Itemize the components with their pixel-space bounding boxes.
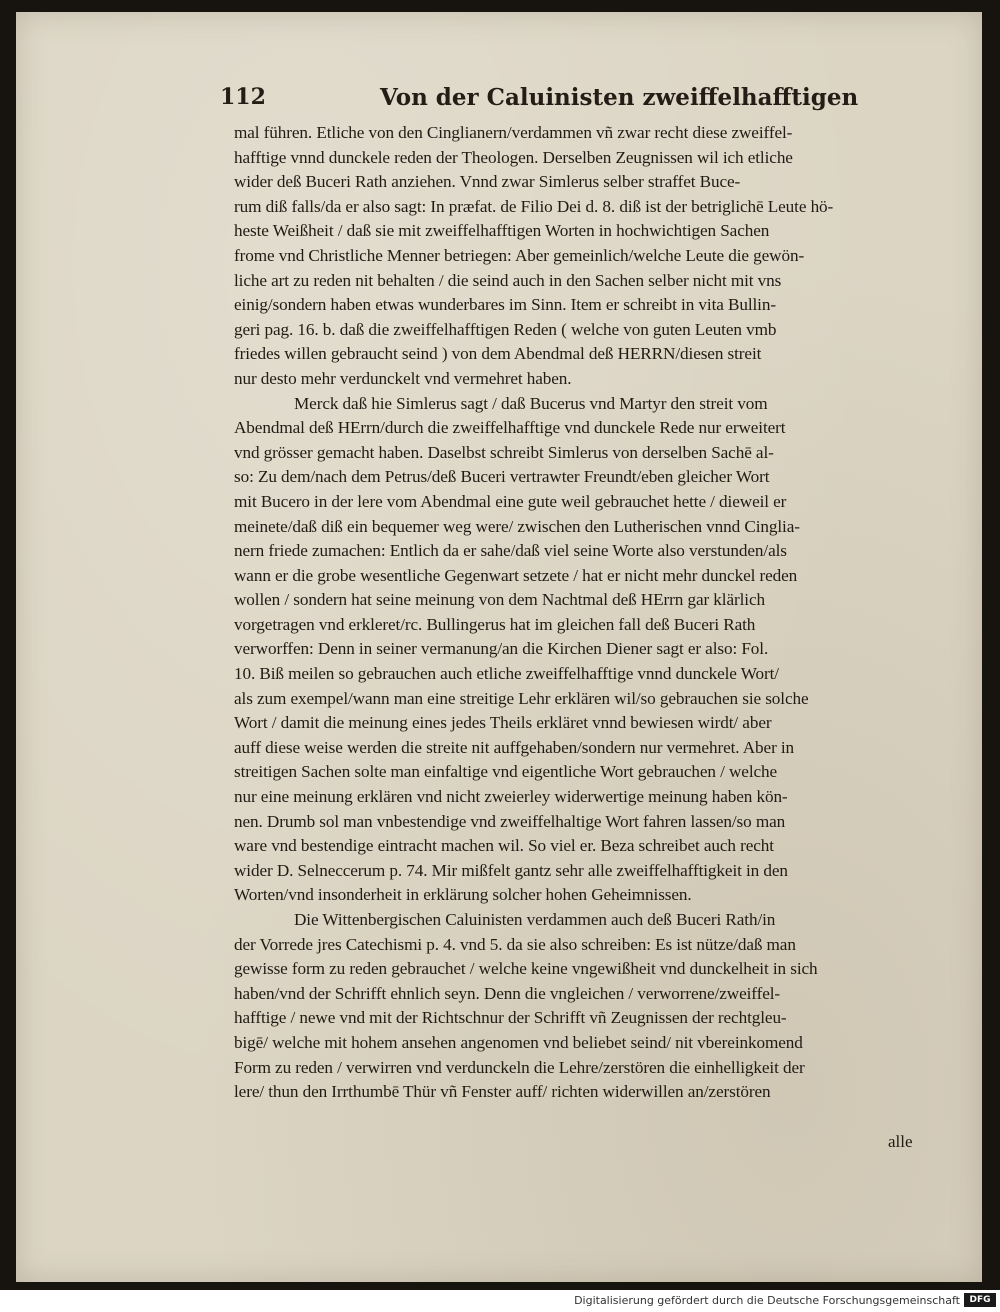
text-line: mit Bucero in der lere vom Abendmal eine gute weil gebrauchet hette / dieweil er bbox=[234, 491, 787, 511]
text-line: mal führen. Etliche von den Cinglianern/verdammen vñ zwar recht diese zweiffel- bbox=[234, 123, 793, 142]
text-line: heste Weißheit / daß sie mit zweiffelhafftigen Worten in hochwichtigen Sachen bbox=[234, 221, 770, 241]
text-line: nen. Drumb sol man vnbestendige vnd zweiffelhaltige Wort fahren lassen/so man bbox=[234, 811, 786, 831]
text-line: 10. Biß meilen so gebrauchen auch etliche zweiffelhafftige vnnd dunckele Wort/ bbox=[234, 664, 779, 684]
running-title: Von der Caluinisten zweiffelhafftigen bbox=[380, 84, 859, 111]
text-line: wider D. Selneccerum p. 74. Mir mißfelt gantz sehr alle zweiffelhafftigkeit in den bbox=[234, 860, 788, 880]
text-line: der Vorrede jres Catechismi p. 4. vnd 5. da sie also schreiben: Es ist nütze/daß man bbox=[234, 934, 796, 954]
catchword: alle bbox=[888, 1132, 913, 1151]
text-line: bigē/ welche mit hohem ansehen angenomen vnd beliebet seind/ nit vbereinkomend bbox=[234, 1032, 803, 1052]
text-line: nur desto mehr verdunckelt vnd vermehret haben. bbox=[234, 368, 572, 388]
funding-credit: Digitalisierung gefördert durch die Deutsche Forschungsgemeinschaft bbox=[574, 1294, 960, 1307]
text-line: Die Wittenbergischen Caluinisten verdammen auch deß Buceri Rath/in bbox=[294, 910, 776, 929]
text-line: wider deß Buceri Rath anziehen. Vnnd zwar Simlerus selber straffet Buce- bbox=[234, 172, 741, 192]
text-line: als zum exempel/wann man eine streitige Lehr erklären wil/so gebrauchen sie solche bbox=[234, 688, 809, 708]
text-line: auff diese weise werden die streite nit auffgehaben/sondern nur vermehret. Aber in bbox=[234, 737, 795, 757]
text-line: liche art zu reden nit behalten / die seind auch in den Sachen selber nicht mit vns bbox=[234, 270, 782, 290]
text-line: nern friede zumachen: Entlich da er sahe/daß viel seine Worte also verstunden/als bbox=[234, 541, 787, 561]
page-number: 112 bbox=[220, 84, 266, 110]
text-line: hafftige / newe vnd mit der Richtschnur der Schrifft vñ Zeugnissen der rechtgleu- bbox=[234, 1008, 787, 1028]
text-line: Form zu reden / verwirren vnd verdunckeln die Lehre/zerstören die einhelligkeit der bbox=[234, 1057, 805, 1077]
text-line: einig/sondern haben etwas wunderbares im Sinn. Item er schreibt in vita Bullin- bbox=[234, 295, 776, 315]
page-header bbox=[220, 84, 859, 118]
text-line: vorgetragen vnd erkleret/rc. Bullingerus hat im gleichen fall deß Buceri Rath bbox=[234, 614, 756, 634]
text-line: rum diß falls/da er also sagt: In præfat. de Filio Dei d. 8. diß ist der betriglichē Leute hö- bbox=[234, 196, 834, 216]
text-line: haben/vnd der Schrifft ehnlich seyn. Denn die vngleichen / verworrene/zweiffel- bbox=[234, 983, 781, 1003]
text-line: wollen / sondern hat seine meinung von dem Nachtmal deß HErrn gar klärlich bbox=[234, 590, 765, 610]
text-line: geri pag. 16. b. daß die zweiffelhafftigen Reden ( welche von guten Leuten vmb bbox=[234, 319, 777, 339]
text-line: Abendmal deß HErrn/durch die zweiffelhafftige vnd dunckele Rede nur erweitert bbox=[234, 418, 786, 438]
text-line: friedes willen gebraucht seind ) von dem Abendmal deß HERRN/diesen streit bbox=[234, 344, 762, 364]
text-line: nur eine meinung erklären vnd nicht zweierley widerwertige meinung haben kön- bbox=[234, 787, 788, 807]
text-line: Wort / damit die meinung eines jedes Theils erkläret vnnd bewiesen wirdt/ aber bbox=[234, 713, 772, 733]
text-line: meinete/daß diß ein bequemer weg were/ zwischen den Lutherischen vnnd Cinglia- bbox=[234, 516, 800, 536]
text-line: gewisse form zu reden gebrauchet / welche keine vngewißheit vnd dunckelheit in sich bbox=[234, 959, 818, 979]
text-line: Merck daß hie Simlerus sagt / daß Bucerus vnd Martyr den streit vom bbox=[294, 393, 768, 413]
text-line: frome vnd Christliche Menner betriegen: Aber gemeinlich/welche Leute die gewön- bbox=[234, 245, 805, 265]
digitization-footer bbox=[0, 1290, 1000, 1312]
text-line: verworffen: Denn in seiner vermanung/an die Kirchen Diener sagt er also: Fol. bbox=[234, 639, 769, 659]
text-line: hafftige vnnd dunckele reden der Theologen. Derselben Zeugnissen wil ich etliche bbox=[234, 147, 793, 167]
body-text bbox=[234, 121, 940, 1105]
text-line: streitigen Sachen solte man einfaltige vnd eigentliche Wort gebrauchen / welche bbox=[234, 762, 778, 782]
dfg-logo-icon: DFG bbox=[964, 1293, 996, 1307]
text-line: so: Zu dem/nach dem Petrus/deß Buceri vertrawter Freundt/eben gleicher Wort bbox=[234, 467, 770, 487]
text-line: lere/ thun den Irrthumbē Thür vñ Fenster auff/ richten widerwillen an/zerstören bbox=[234, 1082, 771, 1102]
text-line: ware vnd bestendige eintracht machen wil. So viel er. Beza schreibet auch recht bbox=[234, 836, 774, 856]
text-line: vnd grösser gemacht haben. Daselbst schreibt Simlerus von derselben Sachē al- bbox=[234, 442, 774, 462]
text-line: Worten/vnd insonderheit in erklärung solcher hohen Geheimnissen. bbox=[234, 885, 692, 905]
text-line: wann er die grobe wesentliche Gegenwart setzete / hat er nicht mehr dunckel reden bbox=[234, 565, 798, 585]
